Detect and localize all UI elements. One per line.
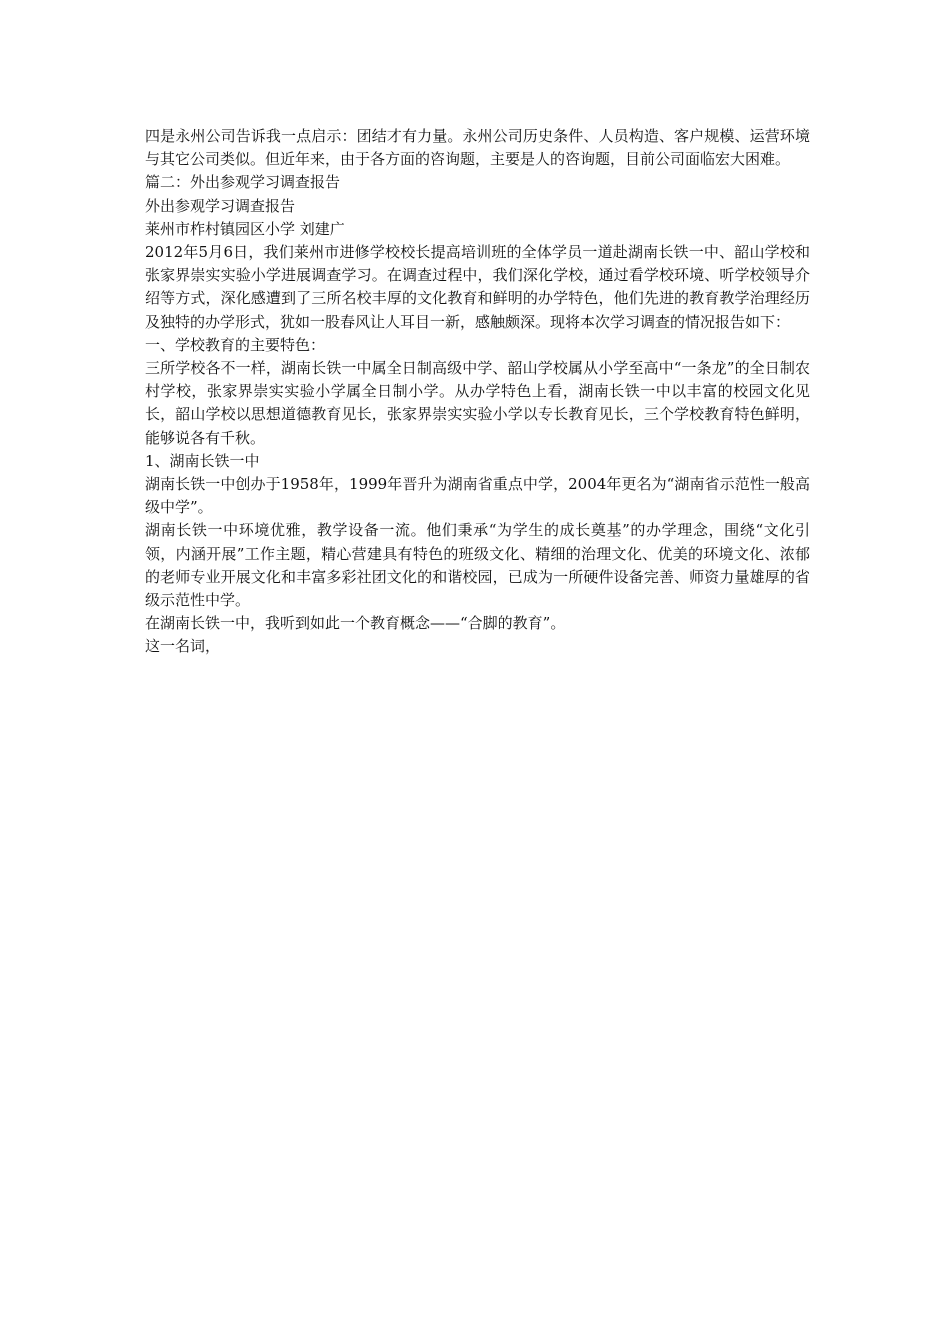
report-author: 莱州市柞村镇园区小学 刘建广: [145, 219, 345, 238]
paragraph-fitting-education: 在湖南长铁一中，我听到如此一个教育概念——“合脚的教育”。: [145, 614, 566, 633]
document-body: [145, 125, 810, 659]
report-title: 外出参观学习调查报告: [145, 196, 296, 215]
paragraph-intro: 2012年5月6日，我们莱州市进修学校校长提高培训班的全体学员一道赴湖南长铁一中、韶山学校和张家界崇实实验小学进展调查学习。在调查过程中，我们深化学校，通过看学校环境、听学校领导介绍等方式，深化感遭到了三所名校丰厚的文化教育和鲜明的办学特色，他们先进的教育教学治理经历及独特的办学形式，犹如一股春风让人耳目一新，感触颇深。现将本次学习调查的情况报告如下：: [145, 243, 810, 331]
paragraph-three-schools: 三所学校各不一样，湖南长铁一中属全日制高级中学、韶山学校属从小学至高中“一条龙”的全日制农村学校，张家界崇实实验小学属全日制小学。从办学特色上看，湖南长铁一中以丰富的校园文化见长，韶山学校以思想道德教育见长，张家界崇实实验小学以专长教育见长，三个学校教育特色鲜明，能够说各有千秋。: [145, 359, 810, 447]
paragraph-yongzhou-insight: 四是永州公司告诉我一点启示：团结才有力量。永州公司历史条件、人员构造、客户规模、运营环境与其它公司类似。但近年来，由于各方面的咨询题，主要是人的咨询题，目前公司面临宏大困难。: [145, 127, 810, 169]
paragraph-term: 这一名词，: [145, 637, 221, 656]
section-heading: 篇二：外出参观学习调查报告: [145, 173, 341, 192]
subheading-changtie: 1、湖南长铁一中: [145, 451, 260, 470]
subheading-features: 一、学校教育的主要特色：: [145, 335, 326, 354]
paragraph-changtie-history: 湖南长铁一中创办于1958年，1999年晋升为湖南省重点中学，2004年更名为“湖南省示范性一般高级中学”。: [145, 475, 810, 517]
paragraph-changtie-environment: 湖南长铁一中环境优雅，教学设备一流。他们秉承“为学生的成长奠基”的办学理念，围绕“文化引领，内涵开展”工作主题，精心营建具有特色的班级文化、精细的治理文化、优美的环境文化、浓郁的老师专业开展文化和丰富多彩社团文化的和谐校园，已成为一所硬件设备完善、师资力量雄厚的省级示范性中学。: [145, 521, 810, 610]
